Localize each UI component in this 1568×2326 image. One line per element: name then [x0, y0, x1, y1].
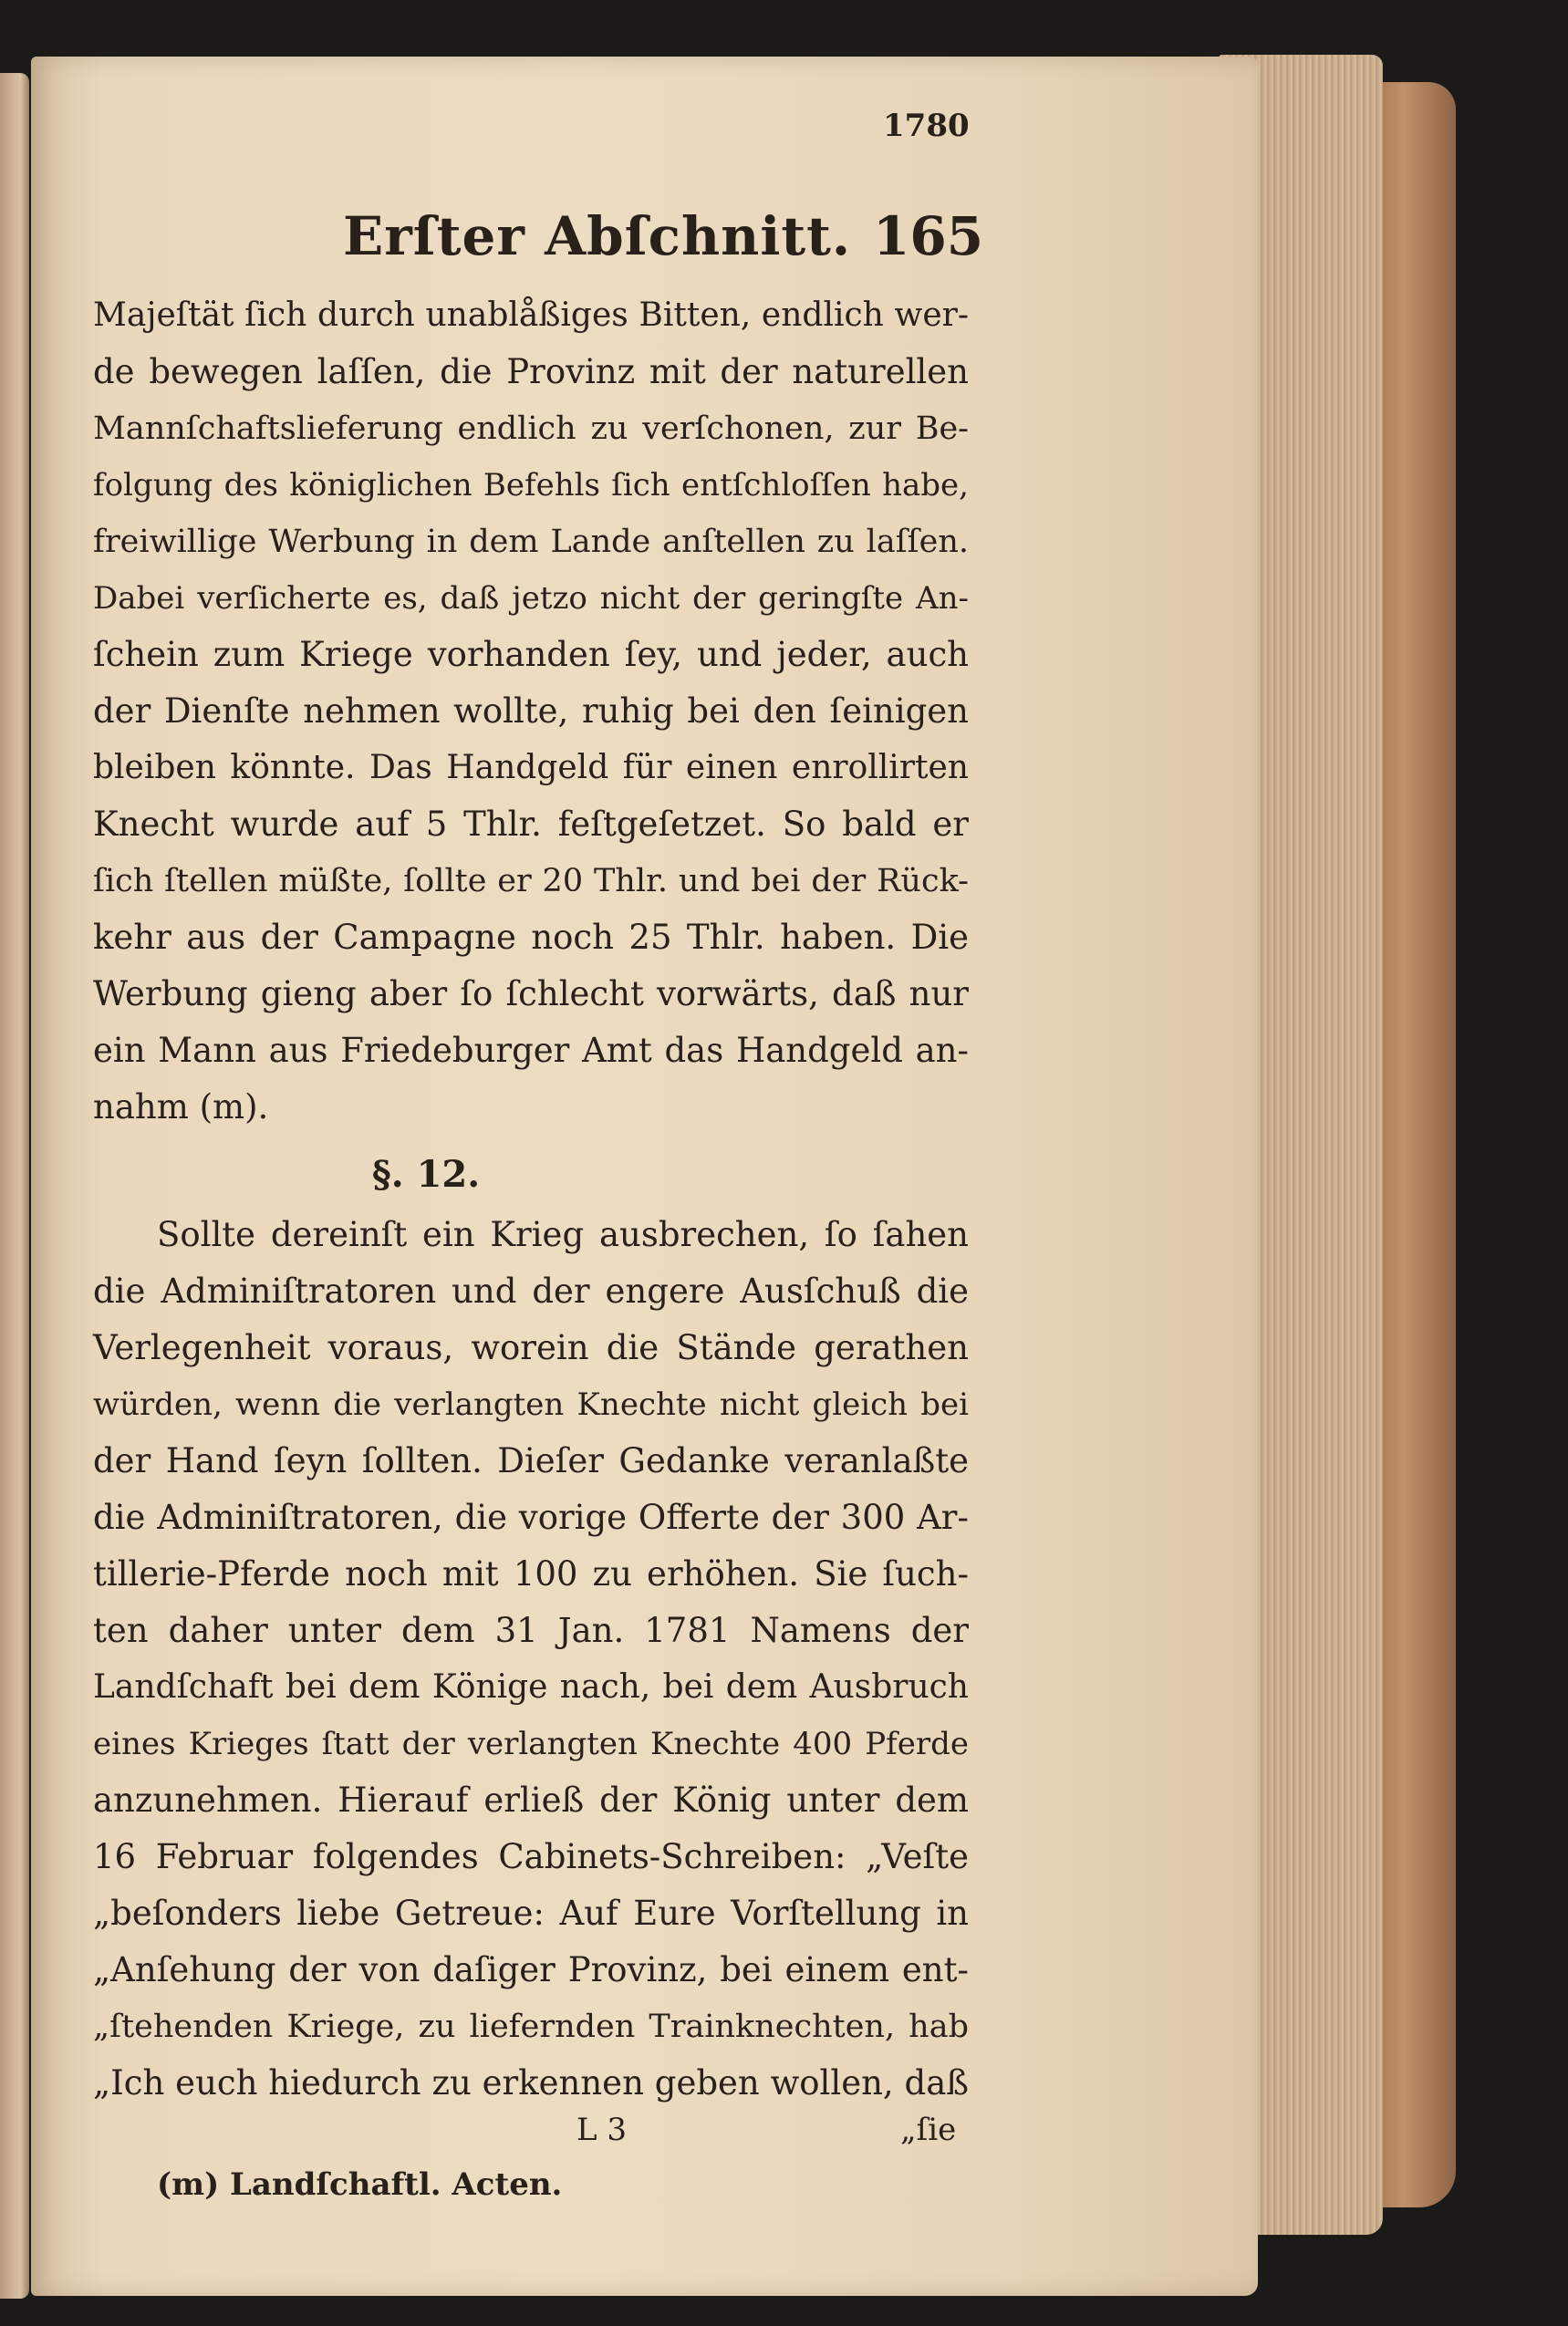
text-line: Knecht wurde auf 5 Thlr. feſtgeſetzet. So bald er	[93, 805, 969, 844]
signature-mark: L 3	[576, 2112, 628, 2148]
catchword: „ſie	[900, 2112, 957, 2148]
text-line: de bewegen laſſen, die Provinz mit der naturellen	[93, 352, 969, 391]
text-line: ein Mann aus Friedeburger Amt das Handgeld an-	[93, 1031, 969, 1070]
text-line: „Anſehung der von daſiger Provinz, bei einem ent-	[93, 1950, 969, 1989]
facing-page-edge	[0, 73, 29, 2299]
text-line: Werbung gieng aber ſo ſchlecht vorwärts, daß nur	[93, 974, 969, 1013]
text-line: Verlegenheit voraus, worein die Stände gerathen	[93, 1328, 969, 1367]
page-text-block	[93, 205, 984, 2203]
text-line: bleiben könnte. Das Handgeld für einen enrollirten	[93, 749, 969, 786]
text-line: Dabei verſicherte es, daß jetzo nicht der geringſte An-	[93, 580, 969, 617]
text-line: Majeſtät ſich durch unablåßiges Bitten, endlich wer-	[93, 296, 969, 334]
text-line: die Adminiſtratoren und der engere Ausſchuß die	[93, 1272, 969, 1311]
page-number: 165	[873, 205, 984, 267]
text-line: „beſonders liebe Getreue: Auf Eure Vorſtellung in	[93, 1894, 969, 1933]
text-line: ſich ſtellen müßte, ſollte er 20 Thlr. und bei der Rück-	[93, 863, 969, 899]
text-line: nahm (m).	[93, 1087, 269, 1127]
text-line: würden, wenn die verlangten Knechte nicht gleich bei	[93, 1386, 969, 1423]
text-line: Landſchaft bei dem Könige nach, bei dem Ausbruch	[93, 1668, 969, 1706]
text-line: eines Krieges ſtatt der verlangten Knechte 400 Pferde	[93, 1726, 969, 1762]
paragraph-1	[93, 287, 969, 1136]
margin-year-marker: 1780	[883, 108, 970, 144]
paragraph-2	[93, 1207, 969, 2112]
text-line: „Ich euch hiedurch zu erkennen geben wollen, daß	[93, 2063, 969, 2103]
text-line: anzunehmen. Hierauf erließ der König unter dem	[93, 1781, 969, 1820]
text-line: 16 Februar folgendes Cabinets-Schreiben: „Veſte	[93, 1837, 969, 1876]
running-head: Erſter Abſchnitt.	[343, 205, 852, 267]
footnote: (m) Landſchaftl. Acten.	[157, 2166, 563, 2203]
text-line: „ſtehenden Kriege, zu liefernden Trainknechten, hab	[93, 2009, 969, 2045]
text-line: Sollte dereinſt ein Krieg ausbrechen, ſo ſahen	[157, 1215, 969, 1254]
page-header	[93, 205, 984, 287]
section-heading: §. 12.	[371, 1153, 481, 1196]
text-line: Mannſchaftslieferung endlich zu verſchonen, zur Be-	[93, 410, 969, 447]
text-line: ten daher unter dem 31 Jan. 1781 Namens der	[93, 1611, 969, 1650]
text-line: die Adminiſtratoren, die vorige Offerte der 300 Ar-	[93, 1498, 969, 1537]
text-line: der Hand ſeyn ſollten. Dieſer Gedanke veranlaßte	[93, 1441, 969, 1480]
text-line: ſchein zum Kriege vorhanden ſey, und jeder, auch	[93, 635, 969, 674]
text-line: freiwillige Werbung in dem Lande anſtellen zu laſſen.	[93, 524, 969, 560]
text-line: folgung des königlichen Befehls ſich entſchloſſen habe,	[93, 467, 969, 504]
text-line: tillerie-Pferde noch mit 100 zu erhöhen. Sie ſuch-	[93, 1554, 969, 1594]
text-line: der Dienſte nehmen wollte, ruhig bei den ſeinigen	[93, 691, 969, 731]
page-foot-marks	[93, 2112, 969, 2166]
text-line: kehr aus der Campagne noch 25 Thlr. haben. Die	[93, 918, 969, 957]
